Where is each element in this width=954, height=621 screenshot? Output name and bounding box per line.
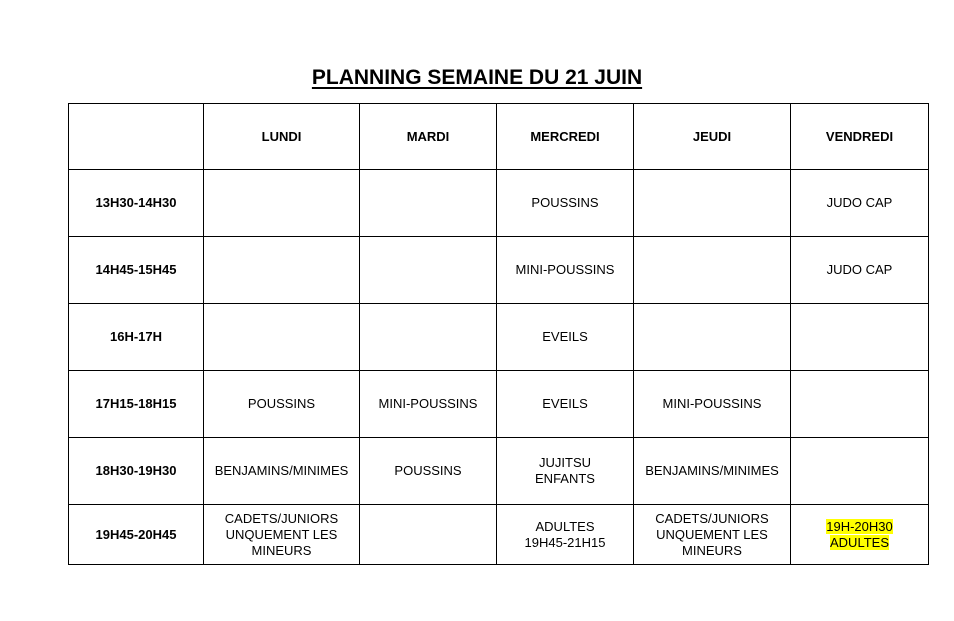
table-row bbox=[69, 371, 929, 438]
day-header-mardi: MARDI bbox=[360, 104, 497, 170]
schedule-cell bbox=[791, 438, 929, 505]
day-header-lundi: LUNDI bbox=[204, 104, 360, 170]
activity-line: 19H45-21H15 bbox=[524, 534, 606, 550]
schedule-cell bbox=[791, 371, 929, 438]
day-header-jeudi: JEUDI bbox=[634, 104, 791, 170]
activity-line: EVEILS bbox=[542, 396, 588, 411]
activity-line: BENJAMINS/MINIMES bbox=[645, 463, 779, 478]
schedule-cell bbox=[634, 237, 791, 304]
time-slot-cell: 19H45-20H45 bbox=[69, 505, 204, 565]
schedule-cell bbox=[204, 371, 360, 438]
highlighted-text: 19H-20H30 bbox=[826, 518, 893, 534]
time-slot-cell: 17H15-18H15 bbox=[69, 371, 204, 438]
schedule-cell bbox=[497, 505, 634, 565]
schedule-cell bbox=[204, 438, 360, 505]
activity-line: MINI-POUSSINS bbox=[662, 396, 762, 411]
activity-line: POUSSINS bbox=[394, 463, 462, 478]
time-slot-cell: 16H-17H bbox=[69, 304, 204, 371]
schedule-cell bbox=[360, 505, 497, 565]
schedule-cell bbox=[360, 304, 497, 371]
day-header-vendredi: VENDREDI bbox=[791, 104, 929, 170]
day-header-mercredi: MERCREDI bbox=[497, 104, 634, 170]
schedule-cell bbox=[204, 170, 360, 237]
schedule-cell bbox=[634, 371, 791, 438]
activity-line: CADETS/JUNIORS bbox=[224, 510, 339, 526]
schedule-cell bbox=[634, 170, 791, 237]
table-row bbox=[69, 438, 929, 505]
highlighted-activity-line bbox=[795, 519, 924, 535]
time-slot-cell: 13H30-14H30 bbox=[69, 170, 204, 237]
header-row bbox=[69, 104, 929, 170]
schedule-cell bbox=[497, 170, 634, 237]
schedule-cell bbox=[497, 237, 634, 304]
activity-line: MINI-POUSSINS bbox=[515, 262, 615, 277]
table-row bbox=[69, 505, 929, 565]
activity-line: POUSSINS bbox=[531, 195, 599, 210]
activity-line: JUDO CAP bbox=[826, 262, 893, 277]
activity-line: ENFANTS bbox=[535, 471, 595, 486]
time-slot-cell: 18H30-19H30 bbox=[69, 438, 204, 505]
schedule-cell bbox=[204, 304, 360, 371]
activity-line: UNQUEMENT LES bbox=[656, 526, 768, 542]
schedule-cell bbox=[204, 505, 360, 565]
activity-line: CADETS/JUNIORS bbox=[655, 510, 769, 526]
schedule-cell bbox=[204, 237, 360, 304]
schedule-cell bbox=[360, 170, 497, 237]
activity-line: ADULTES bbox=[535, 518, 595, 534]
schedule-cell bbox=[791, 170, 929, 237]
table-row bbox=[69, 237, 929, 304]
activity-line: JUJITSU bbox=[539, 455, 591, 470]
schedule-cell bbox=[634, 505, 791, 565]
schedule-table bbox=[68, 103, 929, 565]
schedule-cell bbox=[497, 371, 634, 438]
schedule-cell bbox=[791, 237, 929, 304]
activity-line: MINI-POUSSINS bbox=[378, 396, 478, 411]
activity-line: UNQUEMENT LES bbox=[225, 526, 338, 542]
page-title-text: PLANNING SEMAINE DU 21 JUIN bbox=[311, 66, 643, 89]
highlighted-text: ADULTES bbox=[830, 534, 889, 550]
schedule-cell bbox=[497, 438, 634, 505]
schedule-cell bbox=[791, 304, 929, 371]
activity-line: POUSSINS bbox=[247, 396, 316, 411]
highlighted-activity-line bbox=[795, 535, 924, 551]
schedule-cell bbox=[497, 304, 634, 371]
activity-line: MINEURS bbox=[682, 542, 742, 558]
activity-line: BENJAMINS/MINIMES bbox=[214, 463, 349, 478]
schedule-cell bbox=[360, 237, 497, 304]
page-title bbox=[0, 64, 954, 92]
activity-line: MINEURS bbox=[251, 542, 312, 558]
table-row bbox=[69, 304, 929, 371]
activity-line: JUDO CAP bbox=[826, 195, 893, 210]
schedule-cell bbox=[360, 438, 497, 505]
table-row bbox=[69, 170, 929, 237]
schedule-cell bbox=[634, 438, 791, 505]
schedule-cell bbox=[360, 371, 497, 438]
corner-cell bbox=[69, 104, 204, 170]
activity-line: EVEILS bbox=[542, 329, 588, 344]
schedule-cell bbox=[634, 304, 791, 371]
time-slot-cell: 14H45-15H45 bbox=[69, 237, 204, 304]
schedule-cell bbox=[791, 505, 929, 565]
